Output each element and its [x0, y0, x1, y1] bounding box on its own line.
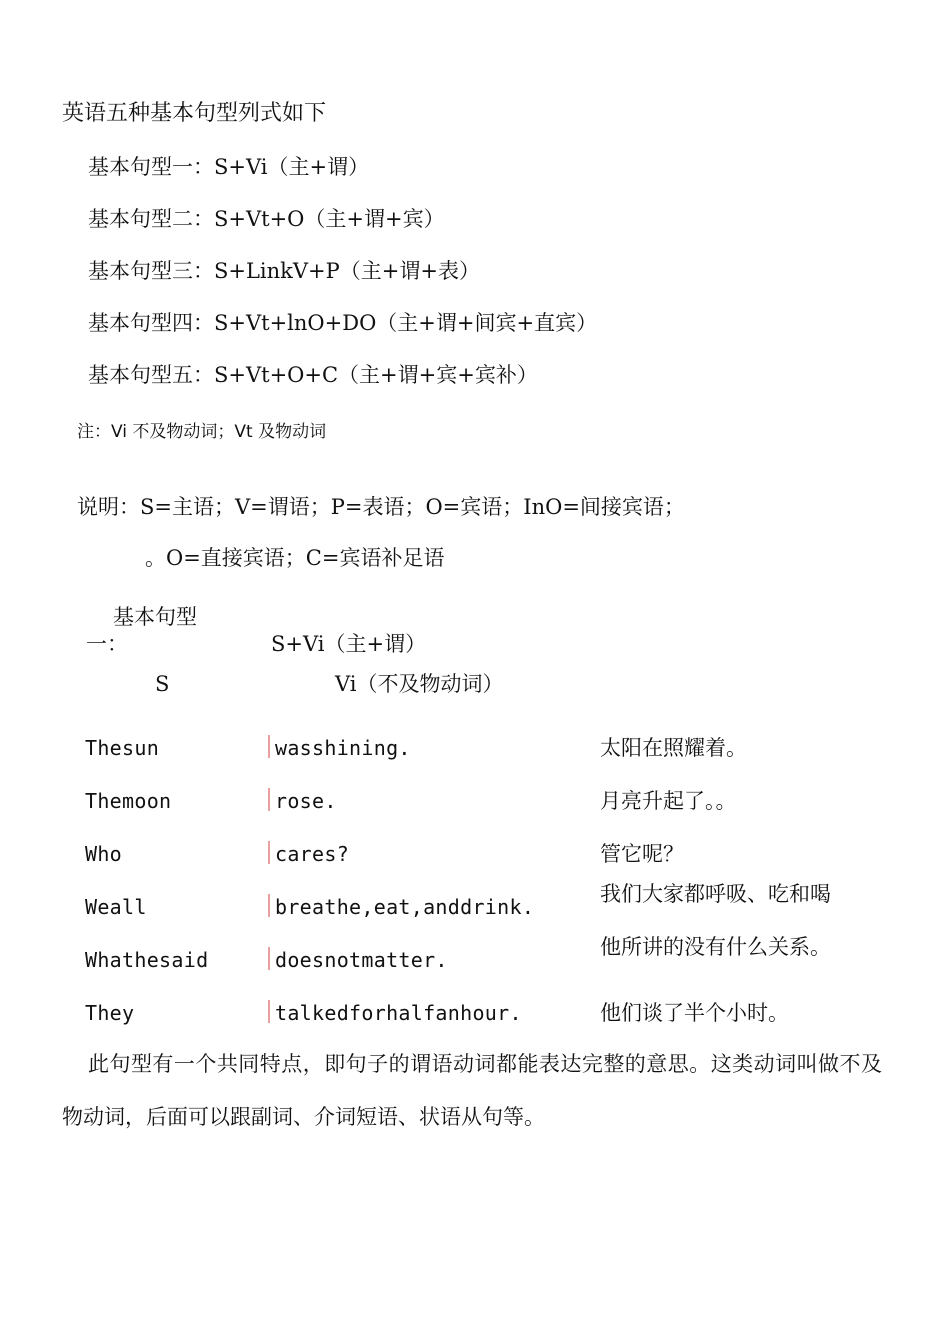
example-subject: Whathesaid	[85, 948, 209, 972]
column-header-verb: Vi（不及物动词）	[335, 672, 504, 696]
example-row	[0, 776, 950, 826]
pattern-2: 基本句型二：S+Vt+O（主+谓+宾）	[88, 207, 445, 231]
column-divider	[268, 788, 270, 811]
column-divider	[268, 841, 270, 864]
column-divider	[268, 894, 270, 917]
example-translation: 他所讲的没有什么关系。	[600, 935, 831, 959]
section-label-number: 一：	[86, 632, 128, 656]
explanation-line-2: 。O=直接宾语；C=宾语补足语	[145, 546, 445, 570]
explanation-line-1: 说明：S=主语；V=谓语；P=表语；O=宾语；InO=间接宾语；	[77, 495, 685, 519]
example-row	[0, 935, 950, 985]
document-title: 英语五种基本句型列式如下	[62, 101, 327, 126]
example-translation: 他们谈了半个小时。	[600, 1001, 789, 1025]
example-verb: doesnotmatter.	[275, 948, 448, 972]
pattern-5: 基本句型五：S+Vt+O+C（主+谓+宾+宾补）	[88, 363, 538, 387]
example-subject: Thesun	[85, 736, 160, 760]
example-verb: breathe,eat,anddrink.	[275, 895, 535, 919]
example-translation: 月亮升起了。。	[600, 789, 737, 813]
example-translation: 管它呢？	[600, 842, 684, 866]
example-translation: 太阳在照耀着。	[600, 736, 747, 760]
pattern-1: 基本句型一：S+Vi（主+谓）	[88, 155, 370, 179]
summary-paragraph: 此句型有一个共同特点，即句子的谓语动词都能表达完整的意思。这类动词叫做不及物动词，后面可以跟副词、介词短语、状语从句等。	[62, 1052, 882, 1129]
section-label: 基本句型	[113, 605, 197, 629]
example-subject: Themoon	[85, 789, 172, 813]
example-verb: wasshining.	[275, 736, 411, 760]
column-divider	[268, 735, 270, 758]
example-row	[0, 829, 950, 879]
column-header-subject: S	[155, 672, 170, 696]
example-row	[0, 723, 950, 773]
example-verb: cares?	[275, 842, 350, 866]
example-subject: They	[85, 1001, 135, 1025]
pattern-3: 基本句型三：S+LinkV+P（主+谓+表）	[88, 259, 480, 283]
example-row	[0, 988, 950, 1038]
section-formula: S+Vi（主+谓）	[271, 632, 427, 656]
column-divider	[268, 1000, 270, 1023]
example-subject: Who	[85, 842, 123, 866]
example-verb: talkedforhalfanhour.	[275, 1001, 522, 1025]
example-verb: rose.	[275, 789, 337, 813]
verb-note: 注：Vi 不及物动词；Vt 及物动词	[77, 422, 327, 442]
example-row	[0, 882, 950, 932]
pattern-4: 基本句型四：S+Vt+lnO+DO（主+谓+间宾+直宾）	[88, 311, 598, 335]
example-subject: Weall	[85, 895, 147, 919]
column-divider	[268, 947, 270, 970]
example-translation: 我们大家都呼吸、吃和喝	[600, 882, 831, 906]
